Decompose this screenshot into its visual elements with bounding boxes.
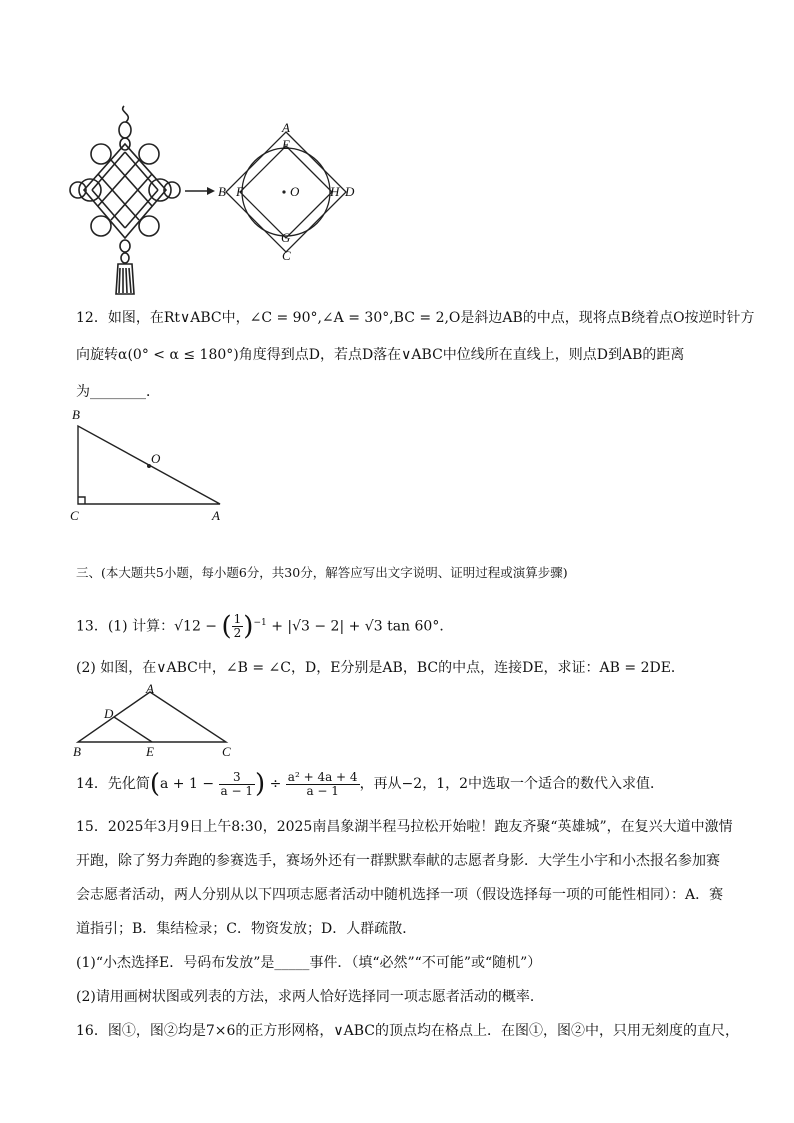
q13-label-C: C xyxy=(222,744,231,759)
section3-heading: 三、(本大题共5小题，每小题6分，共30分，解答应写出文字说明、证明过程或演算步骤) xyxy=(76,565,568,580)
q12-line3: 为________． xyxy=(76,384,160,400)
q13-label-D: D xyxy=(104,706,114,721)
q15-line1: 15．2025年3月9日上午8:30，2025南昌象湖半程马拉松开始啦！跑友齐聚“英雄城”，在复兴大道中激情 xyxy=(76,819,733,835)
q16-line1: 16．图①，图②均是7×6的正方形网格，∨ABC的顶点均在格点上．在图①，图②中，只用无刻度的直尺， xyxy=(76,1023,739,1039)
q13-label-B: B xyxy=(73,744,81,759)
q13-label-A: A xyxy=(146,681,154,696)
label-A-top: A xyxy=(282,120,290,135)
label-C-bottom: C xyxy=(282,248,291,263)
q15-sub2: (2)请用画树状图或列表的方法，求两人恰好选择同一项志愿者活动的概率． xyxy=(76,989,544,1005)
label-H: H xyxy=(330,184,340,199)
q12-line2: 向旋转α(0° < α ≤ 180°)角度得到点D，若点D落在∨ABC中位线所在直线上，则点D到AB的距离 xyxy=(76,347,685,363)
q12-label-A: A xyxy=(212,508,220,523)
label-D-right: D xyxy=(345,184,355,199)
q13-part1: 13．(1) 计算：√12 − ( $\frac{1}{2}$ )$^{-1}$ + |√3 − 2| + √3 tan 60°． xyxy=(76,611,454,642)
right-arrow-icon xyxy=(185,184,215,198)
q15-line2: 开跑，除了努力奔跑的参赛选手，赛场外还有一群默默奉献的志愿者身影．大学生小宇和小杰报名参加赛 xyxy=(76,853,720,869)
chinese-knot-figure xyxy=(66,100,186,298)
q15-line4: 道指引；B．集结检录；C．物资发放；D．人群疏散． xyxy=(76,921,417,937)
q12-label-C: C xyxy=(70,508,79,523)
q14-line: 14．先化简(a + 1 − $\frac{3}{a - 1}$ ) ÷ $\frac{\text{a² + 4a + 4}}{a - 1}$ ，再从−2，1，2中选取一个适合的数代入求值． xyxy=(76,769,665,799)
q13-triangle-figure xyxy=(74,688,234,748)
label-O-center: O xyxy=(290,184,300,199)
label-F: F xyxy=(236,184,244,199)
q12-label-B: B xyxy=(72,407,80,422)
q13-label-E: E xyxy=(146,744,154,759)
label-G: G xyxy=(281,230,291,245)
q15-line3: 会志愿者活动，两人分别从以下四项志愿者活动中随机选择一项（假设选择每一项的可能性相同）：A．赛 xyxy=(76,887,724,903)
q12-line1: 12．如图，在Rt∨ABC中，∠C = 90°,∠A = 30°,BC = 2,O是斜边AB的中点，现将点B绕着点O按逆时针方 xyxy=(76,310,755,326)
label-B-left: B xyxy=(218,184,226,199)
q15-sub1: (1)“小杰选择E．号码布发放”是_____事件．（填“必然”“不可能”或“随机”） xyxy=(76,955,542,971)
q13-part2: (2) 如图，在∨ABC中，∠B = ∠C，D，E分别是AB，BC的中点，连接DE，求证：AB = 2DE． xyxy=(76,660,685,676)
q12-right-triangle-figure xyxy=(70,420,230,510)
label-E: E xyxy=(282,137,290,152)
q12-label-O: O xyxy=(151,451,161,466)
